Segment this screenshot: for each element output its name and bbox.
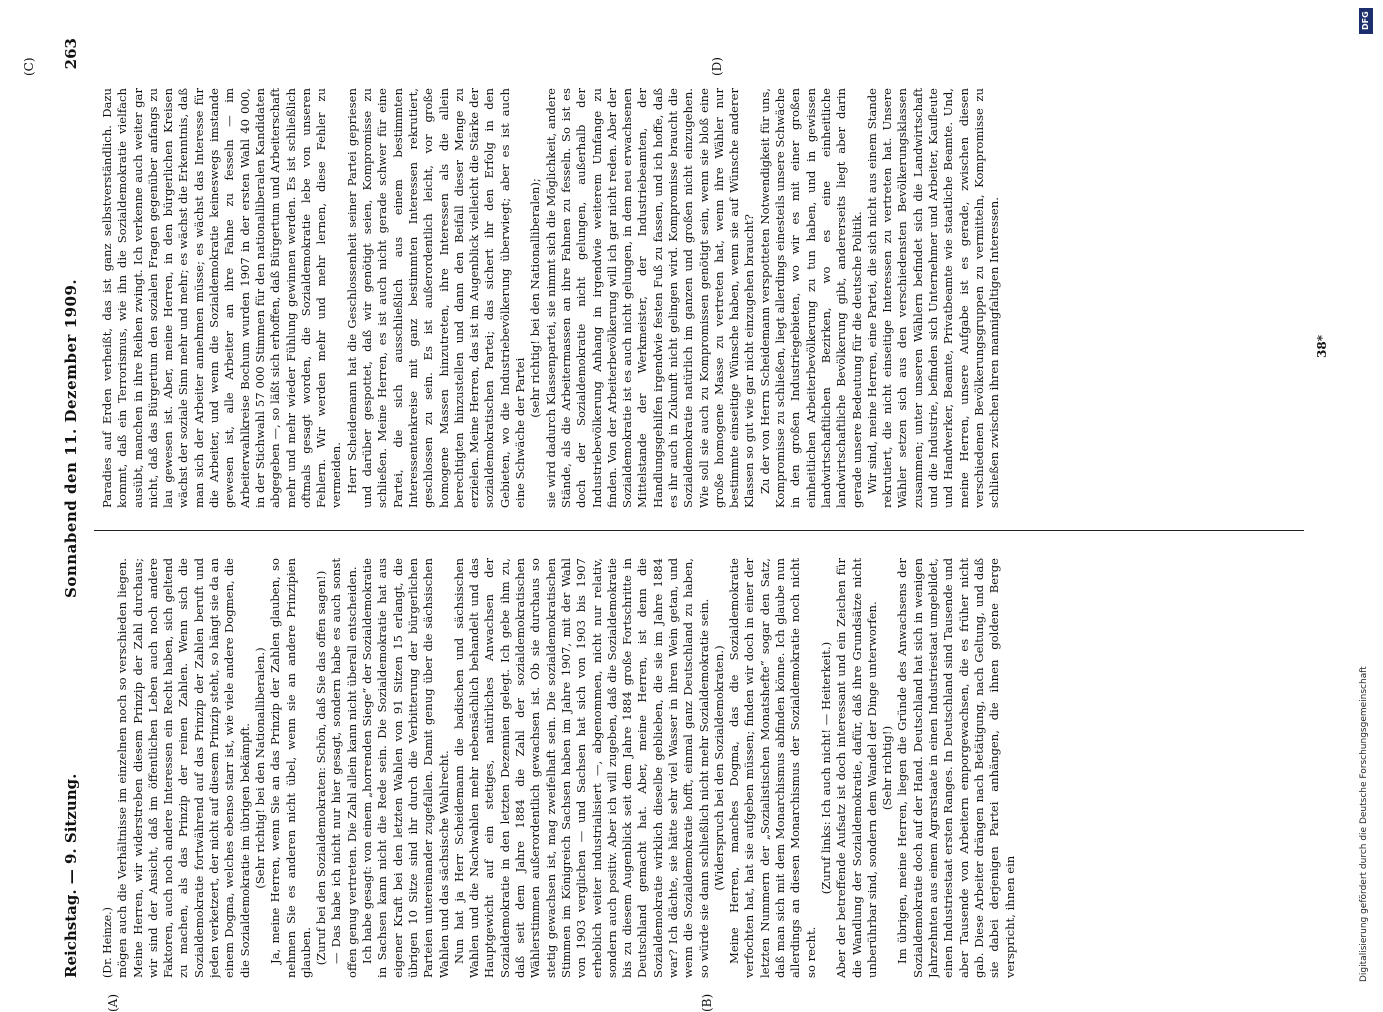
speaker-label: (Dr. Heinze.) bbox=[101, 907, 114, 978]
digitization-credit: Digitalisierung gefördert durch die Deutsche Forschungsgemeinschaft bbox=[1359, 666, 1369, 982]
interjection: (Sehr richtig!) bbox=[880, 725, 895, 811]
margin-marker-b: (B) bbox=[700, 993, 714, 1012]
margin-marker-a: (A) bbox=[106, 993, 120, 1012]
paragraph: Meine Herren, manches Dogma, das die Sozialdemokratie verfochten hat, hat sie aufgeben müssen; finden wir doch in einer der letzten Nummern der „Sozialistischen Monatshefte“ sogar den Satz, daß man sich mit dem Monarchismus abfinden könne. Ich glaube nun allerdings an diesen Monarchismus der Sozialdemokratie noch nicht so recht. bbox=[727, 558, 818, 978]
header-left: Reichstag. — 9. Sitzung. bbox=[62, 773, 80, 978]
left-column bbox=[100, 558, 1100, 978]
interjection: (Zuruf links: Ich auch nicht! — Heiterkeit.) bbox=[818, 641, 833, 895]
margin-marker-d: (D) bbox=[710, 57, 724, 76]
page-header bbox=[60, 38, 84, 978]
right-column bbox=[100, 88, 1100, 508]
paragraph: Paradies auf Erden verheißt, das ist ganz selbstverständlich. Dazu kommt, daß ein Terrorismus, wie ihn die Sozialdemokratie vielfach ausübt, manchen in ihre Reihen zwingt. Ich verkenne auch weiter gar nicht, daß das Bürgertum den sozialen Fragen gegenüber anfangs zu lau gewesen ist. Aber, meine Herren, in den bürgerlichen Kreisen wächst der soziale Sinn mehr und mehr; es wächst die Erkenntnis, daß man sich der Arbeiter annehmen müsse; es wächst das Interesse für die Arbeiter, und wenn die Sozialdemokratie keineswegs imstande gewesen ist, alle Arbeiter an ihre Fahne zu fesseln — im Arbeiterwahlkreise Bochum wurden 1907 in der ersten Wahl 40 000, in der Stichwahl 57 000 Stimmen für den nationalliberalen Kandidaten abgegeben —, so läßt sich erhoffen, daß Bürgertum und Arbeiterschaft mehr und mehr wieder Fühlung gewinnen werden. Es ist schließlich oftmals gesagt worden, die Sozialdemokratie lebe von unseren Fehlern. Wir werden mehr und mehr lernen, diese Fehler zu vermeiden. bbox=[100, 88, 344, 508]
interjection: (Sehr richtig! bei den Nationalliberalen.) bbox=[252, 647, 267, 889]
rotated-page bbox=[22, 38, 1350, 1012]
signature-mark: 38* bbox=[1315, 335, 1329, 358]
interjection: (Zuruf bei den Sozialdemokraten: Schön, daß Sie das offen sagen!) bbox=[314, 570, 329, 966]
header-date: Sonnabend den 11. Dezember 1909. bbox=[62, 278, 80, 598]
paragraph: Herr Scheidemann hat die Geschlossenheit seiner Partei gepriesen und darüber gespottet, daß wir genötigt seien, Kompromisse zu schließen. Meine Herren, es ist auch nicht gerade schwer für eine Partei, die sich ausschließlich aus einem bestimmten Interessentenkreise mit ganz bestimmten Interessen rekrutiert, geschlossen zu sein. Es ist außerordentlich leicht, vor große homogene Massen hinzutreten, ihre Interessen als die allein berechtigten hinzustellen und dann den Beifall dieser Menge zu erzielen. Meine Herren, das ist im Augenblick vielleicht die Stärke der sozialdemokratischen Partei; das sichert ihr den Erfolg in den Gebieten, wo die Industriebevölkerung überwiegt; aber es ist auch eine Schwäche der Partei bbox=[344, 88, 528, 508]
dfg-logo: DFG bbox=[1359, 8, 1373, 34]
paragraph: Aber der betreffende Aufsatz ist doch interessant und ein Zeichen für die Wandlung der Sozialdemokratie, dafür, daß ihre Grundsätze nicht unberührbar sind, sondern dem Wandel der Dinge unterworfen. bbox=[834, 558, 879, 978]
paragraph: Ich habe gesagt: von einem „horrenden Siege“ der Sozialdemokratie in Sachsen kann nicht die Rede sein. Die Sozialdemokratie hat aus eigener Kraft bei den letzten Wahlen von 91 Sitzen 15 erlangt, die übrigen 10 Sitze sind ihr durch die Verbitterung der bürgerlichen Parteien untereinander zugefallen. Damit genug über die sächsischen Wahlen und das sächsische Wahlrecht. bbox=[360, 558, 451, 978]
margin-marker-c: (C) bbox=[22, 57, 36, 76]
digitization-sidebar bbox=[1355, 8, 1377, 988]
paragraph: Zu der von Herrn Scheidemann verspotteten Notwendigkeit für uns, Kompromisse zu schließen, liegt allerdings einesteils unsere Schwäche in den großen Industriegebieten, wo wir es mit einer großen einheitlichen Arbeiterbevölkerung zu tun haben, und in gewissen landwirtschaftlichen Bezirken, wo es eine einheitliche landwirtschaftliche Bevölkerung gibt, andererseits liegt aber darin gerade unsere Bedeutung für die deutsche Politik. bbox=[757, 88, 864, 508]
column-divider bbox=[94, 530, 1304, 531]
paragraph: — Das habe ich nicht nur hier gesagt, sondern habe es auch sonst offen genug vertreten. Die Zahl allein kann nicht überall entscheiden. bbox=[329, 558, 359, 978]
paragraph: Ja, meine Herren, wenn Sie an das Prinzip der Zahlen glauben, so nehmen Sie es anderen nicht übel, wenn sie an andere Prinzipien glauben. bbox=[268, 558, 313, 978]
paragraph: Im übrigen, meine Herren, liegen die Gründe des Anwachsens der Sozialdemokratie doch auf der Hand. Deutschland hat sich in wenigen Jahrzehnten aus einem Agrarstaate in einen Industriestaat umgebildet, einen Industriestaat ersten Ranges. In Deutschland sind Tausende und aber Tausende von Arbeitern emporgewachsen, die es früher nicht gab. Diese Arbeiter drängen nach Betätigung, nach Geltung, und daß sie dabei derjenigen Partei anhängen, die ihnen goldene Berge verspricht, ihnen ein bbox=[895, 558, 1017, 978]
page-number: 263 bbox=[62, 38, 80, 70]
interjection: (Widerspruch bei den Sozialdemokraten.) bbox=[711, 645, 726, 891]
paragraph: sie wird dadurch Klassenpartei, sie nimmt sich die Möglichkeit, andere Stände, als die Arbeitermassen an ihre Fahnen zu fesseln. So ist es doch der Sozialdemokratie nicht gelungen, außerhalb der Industriebevölkerung Anhang in irgendwie weiterem Umfange zu finden. Von der Arbeiterbevölkerung will ich gar nicht reden. Aber der Sozialdemokratie ist es auch nicht gelungen, in dem neu erwachsenen Mittelstande der Werkmeister, der Industriebeamten, der Handlungsgehilfen irgendwie festen Fuß zu fassen, und ich hoffe, daß es ihr auch in Zukunft nicht gelingen wird. Kompromisse braucht die Sozialdemokratie natürlich im ganzen und großen nicht einzugehen. Wie soll sie auch zu Kompromissen genötigt sein, wenn sie bloß eine große homogene Masse zu vertreten hat, wenn ihre Wähler nur bestimmte einseitige Wünsche haben, wenn sie auf Wünsche anderer Klassen so gut wie gar nicht einzugehen braucht? bbox=[543, 88, 757, 508]
interjection: (sehr richtig! bei den Nationalliberalen); bbox=[528, 178, 543, 418]
paragraph: Nun hat ja Herr Scheidemann die badischen und sächsischen Wahlen und die Nachwahlen mehr nebensächlich behandelt und das Hauptgewicht auf ein stetiges, natürliches Anwachsen der Sozialdemokratie in den letzten Dezennien gelegt. Ich gebe ihm zu, daß seit dem Jahre 1884 die Zahl der sozialdemokratischen Wählerstimmen außerordentlich gewachsen ist. Ob sie durchaus so stetig gewachsen ist, mag zweifelhaft sein. Die sozialdemokratischen Stimmen im Königreich Sachsen haben im Jahre 1907, mit der Wahl von 1903 verglichen — und Sachsen hat sich von 1903 bis 1907 erheblich weiter industrialisiert —, abgenommen, nicht nur relativ, sondern auch positiv. Aber ich will zugeben, daß die Sozialdemokratie bis zu diesem Augenblick seit dem Jahre 1884 große Fortschritte in Deutschland gemacht hat. Aber, meine Herren, ist denn die Sozialdemokratie wirklich dieselbe geblieben, die sie im Jahre 1884 war? Ich dächte, sie hätte sehr viel Wasser in ihren Wein getan, und wenn die Sozialdemokratie hofft, einmal ganz Deutschland zu haben, so würde sie dann schließlich nicht mehr Sozialdemokratie sein. bbox=[451, 558, 711, 978]
paragraph: mögen auch die Verhältnisse im einzelnen noch so verschieden liegen. Meine Herren, wir widerstreben diesem Prinzip der Zahl durchaus; wir sind der Ansicht, daß im öffentlichen Leben auch noch andere Faktoren, auch noch andere Interessen ein Recht haben, sich geltend zu machen, als das Prinzip der reinen Zahlen. Wenn sich die Sozialdemokratie fortwährend auf das Prinzip der Zahlen beruft und jeden verketzert, der nicht auf diesem Prinzip steht, so hängt sie da an einem Dogma, welches ebenso starr ist, wie viele andere Dogmen, die die Sozialdemokratie im übrigen bekämpft. bbox=[115, 558, 252, 978]
paragraph: Wir sind, meine Herren, eine Partei, die sich nicht aus einem Stande rekrutiert, die nicht einseitige Interessen zu vertreten hat. Unsere Wähler setzen sich aus den verschiedensten Bevölkerungsklassen zusammen; unter unseren Wählern befindet sich die Landwirtschaft und die Industrie, befinden sich Unternehmer und Arbeiter, Kaufleute und Handwerker, Beamte, Privatbeamte wie staatliche Beamte. Und, meine Herren, unsere Aufgabe ist es gerade, zwischen diesen verschiedenen Bevölkerungsgruppen zu vermitteln, Kompromisse zu schließen zwischen ihren mannigfaltigen Interessen. bbox=[864, 88, 1002, 508]
